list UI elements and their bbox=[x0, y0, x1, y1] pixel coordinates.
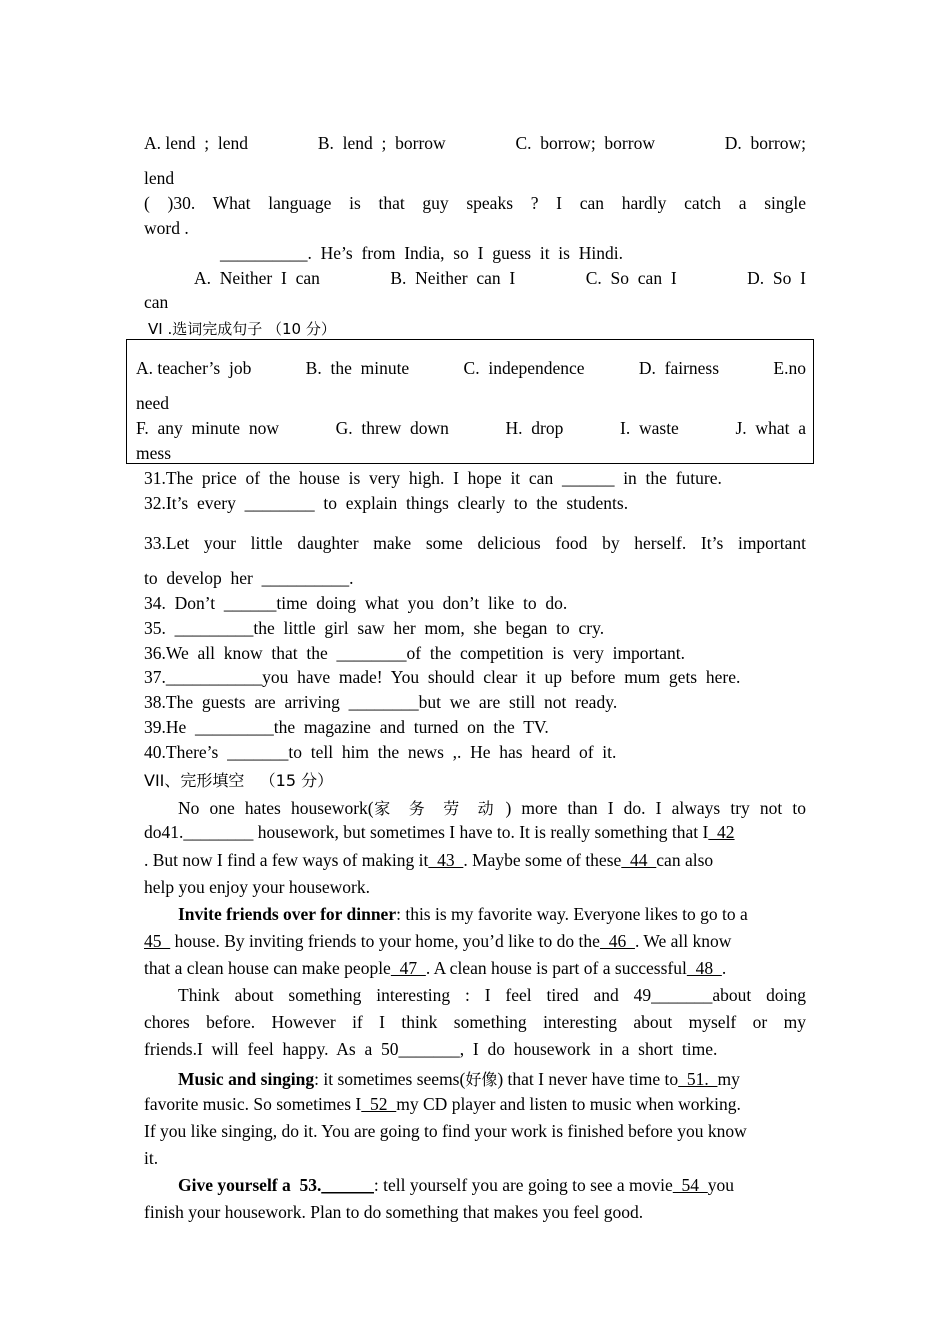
blank-42[interactable]: 42 bbox=[708, 822, 735, 842]
p1-text-b: ) more than I do. I always try not to bbox=[505, 798, 807, 818]
passage-p4-line1 bbox=[178, 1068, 806, 1091]
passage-p1-line3 bbox=[144, 849, 806, 871]
word-e-cont: need bbox=[136, 393, 170, 413]
p2-line1-text: : this is my favorite way. Everyone likes to go to a bbox=[396, 904, 748, 924]
question-33: 33.Let your little daughter make some delicious food by herself. It’s important bbox=[144, 533, 806, 553]
p2-line3-mid: . A clean house is part of a successful bbox=[425, 958, 687, 978]
question-39: 39.He _________the magazine and turned on the TV. bbox=[144, 717, 549, 737]
p4-line1-end: my bbox=[717, 1069, 740, 1089]
p1-cjk-housework: 家 务 劳 动 bbox=[373, 799, 501, 818]
passage-p3-line2: chores before. However if I think something interesting about myself or my bbox=[144, 1012, 806, 1032]
p1-text-a: No one hates housework( bbox=[178, 798, 374, 818]
word-bank-row-2 bbox=[136, 417, 806, 439]
q29-option-c: C. borrow; borrow bbox=[515, 133, 655, 153]
passage-p3-line3: friends.I will feel happy. As a 50_______, I do housework in a short time. bbox=[144, 1039, 718, 1059]
p2-line3-text: that a clean house can make people bbox=[144, 958, 391, 978]
blank-52[interactable]: 52 bbox=[361, 1094, 397, 1114]
passage-p2-line1 bbox=[178, 903, 806, 925]
word-b: B. the minute bbox=[305, 358, 410, 378]
passage-p1-line4: help you enjoy your housework. bbox=[144, 877, 371, 897]
blank-51[interactable]: 51. bbox=[678, 1069, 718, 1089]
p4-cjk-seems: 好像 bbox=[465, 1070, 498, 1089]
question-34: 34. Don’t ______time doing what you don’t like to do. bbox=[144, 593, 568, 613]
q30-options bbox=[194, 267, 806, 289]
word-c: C. independence bbox=[463, 358, 585, 378]
q30-stem-cont: word . bbox=[144, 218, 189, 238]
q29-option-d-cont: lend bbox=[144, 168, 175, 188]
q30-option-b: B. Neither can I bbox=[390, 268, 516, 288]
blank-46[interactable]: 46 bbox=[599, 931, 635, 951]
blank-44[interactable]: 44 bbox=[621, 850, 657, 870]
p5-line1-end: you bbox=[707, 1175, 735, 1195]
blank-45[interactable]: 45 bbox=[144, 931, 171, 951]
passage-p3-line1: Think about something interesting : I feel tired and 49_______about doing bbox=[178, 985, 806, 1005]
p4-line1-text: : it sometimes seems( bbox=[314, 1069, 466, 1089]
blank-43[interactable]: 43 bbox=[428, 850, 464, 870]
question-35: 35. _________the little girl saw her mom, she began to cry. bbox=[144, 618, 605, 638]
p2-line2-text: house. By inviting friends to your home, you’d like to do the bbox=[170, 931, 600, 951]
blank-54[interactable]: 54 bbox=[672, 1175, 708, 1195]
q30-option-d-cont: can bbox=[144, 292, 169, 312]
passage-p4-line3: If you like singing, do it. You are going to find your work is finished before you know bbox=[144, 1121, 747, 1141]
q30-answer-line: __________. He’s from India, so I guess it is Hindi. bbox=[220, 243, 623, 263]
p4-heading-bold: Music and singing bbox=[178, 1069, 315, 1089]
passage-p2-line2 bbox=[144, 930, 806, 952]
word-i: I. waste bbox=[620, 418, 679, 438]
p1-line3-text: . But now I find a few ways of making it bbox=[144, 850, 429, 870]
section-6-heading: VI .选词完成句子 （10 分） bbox=[148, 320, 336, 338]
q29-option-d: D. borrow; bbox=[724, 133, 806, 153]
p4-line1-text-b: ) that I never have time to bbox=[497, 1069, 679, 1089]
q30-stem: ( )30. What language is that guy speaks ? I can hardly catch a single bbox=[144, 193, 806, 213]
word-d: D. fairness bbox=[638, 358, 720, 378]
p1-line3-mid: . Maybe some of these bbox=[463, 850, 622, 870]
section-7-heading: VII、完形填空 （15 分） bbox=[144, 771, 334, 790]
p4-line2-text: favorite music. So sometimes I bbox=[144, 1094, 362, 1114]
passage-p1-line1 bbox=[178, 797, 806, 820]
p2-heading-bold: Invite friends over for dinner bbox=[178, 904, 397, 924]
q30-option-c: C. So can I bbox=[585, 268, 677, 288]
blank-47[interactable]: 47 bbox=[390, 958, 426, 978]
question-38: 38.The guests are arriving ________but we are still not ready. bbox=[144, 692, 618, 712]
p1-line3-end: can also bbox=[656, 850, 714, 870]
word-j: J. what a bbox=[735, 418, 806, 438]
word-bank-row-1 bbox=[136, 357, 806, 379]
word-j-cont: mess bbox=[136, 443, 171, 463]
q29-options bbox=[144, 132, 806, 154]
passage-p4-line4: it. bbox=[144, 1148, 159, 1168]
p2-line3-end: . bbox=[721, 958, 727, 978]
blank-48[interactable]: 48 bbox=[686, 958, 722, 978]
question-37: 37.___________you have made! You should clear it up before mum gets here. bbox=[144, 667, 741, 687]
word-f: F. any minute now bbox=[136, 418, 279, 438]
p5-line1-text: : tell yourself you are going to see a movie bbox=[373, 1175, 673, 1195]
blank-53[interactable]: ______ bbox=[321, 1175, 374, 1195]
passage-p1-line2 bbox=[144, 821, 806, 843]
question-32: 32.It’s every ________ to explain things clearly to the students. bbox=[144, 493, 629, 513]
q29-option-b: B. lend ; borrow bbox=[317, 133, 446, 153]
question-31: 31.The price of the house is very high. I hope it can ______ in the future. bbox=[144, 468, 722, 488]
word-e: E.no bbox=[773, 358, 806, 378]
p5-heading-bold: Give yourself a 53. bbox=[178, 1175, 322, 1195]
p2-line2-end: . We all know bbox=[634, 931, 732, 951]
q29-option-a: A. lend ; lend bbox=[144, 133, 249, 153]
passage-p2-line3 bbox=[144, 957, 806, 979]
p1-line2-text: do41.________ housework, but sometimes I have to. It is really something that I bbox=[144, 822, 709, 842]
question-40: 40.There’s _______to tell him the news ,. He has heard of it. bbox=[144, 742, 617, 762]
q30-option-d: D. So I bbox=[747, 268, 806, 288]
passage-p5-line2: finish your housework. Plan to do something that makes you feel good. bbox=[144, 1202, 644, 1222]
word-a: A. teacher’s job bbox=[136, 358, 252, 378]
passage-p4-line2 bbox=[144, 1093, 806, 1115]
passage-p5-line1 bbox=[178, 1174, 806, 1196]
word-g: G. threw down bbox=[335, 418, 449, 438]
p4-line2-end: my CD player and listen to music when working. bbox=[396, 1094, 741, 1114]
question-33-cont: to develop her __________. bbox=[144, 568, 354, 588]
question-36: 36.We all know that the ________of the competition is very important. bbox=[144, 643, 685, 663]
word-h: H. drop bbox=[505, 418, 564, 438]
q30-option-a: A. Neither I can bbox=[194, 268, 320, 288]
